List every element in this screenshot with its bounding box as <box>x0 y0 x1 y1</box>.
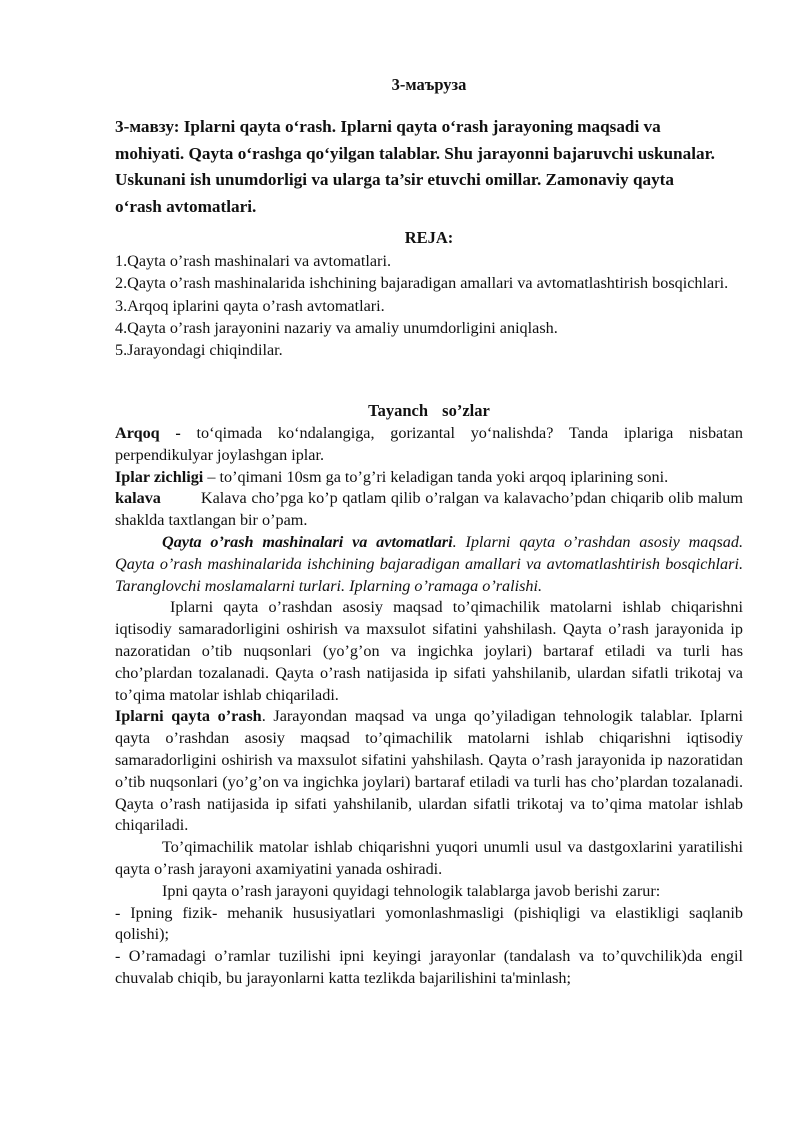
plan-title: REJA: <box>404 228 454 247</box>
paragraph: Ipni qayta o’rash jarayoni quyidagi tehnologik talablarga javob berishi zarur: <box>162 881 661 900</box>
body-text <box>115 423 743 990</box>
paragraph: To’qimachilik matolar ishlab chiqarishni yuqori unumli usul va dastgoxlarini yaratilishi qayta o’rash jarayoni axamiyatini yanada oshiradi. <box>115 838 743 878</box>
keyword-definition: to‘qimada ko‘ndalangiga, gorizantal yo‘nalishda? Tanda iplariga nisbatan perpendikulyar joylashgan iplar. <box>115 424 744 464</box>
plan-item: 5.Jarayondagi chiqindilar. <box>115 341 283 360</box>
plan-item: 3.Arqoq iplarini qayta o’rash avtomatlari. <box>115 296 385 315</box>
section-intro <box>115 532 743 597</box>
topic-text: Iplarni qayta o‘rash. Iplarni qayta o‘rash jarayoning maqsadi va mohiyati. Qayta o‘rashga qo‘yilgan talablar. Shu jarayonni bajaruvchi uskunalar. Uskunani ish unumdorligi va ularga ta’sir etuvchi omillar. Zamonaviy qayta o‘rash avtomatlari. <box>115 117 715 216</box>
lecture-title: 3-маъруза <box>391 75 467 94</box>
keyword-arqoq <box>115 423 743 467</box>
plan-item: 2.Qayta o’rash mashinalarida ishchining bajaradigan amallari va avtomatlashtirish bosqichlari. <box>115 274 729 293</box>
paragraph-rest: . Jarayondan maqsad va unga qo’yiladigan tehnologik talablar. Iplarni qayta o’rashdan asosiy maqsad to’qimachilik matolarni ishlab chiqarishni iqtisodiy samaradorligini oshirish va maxsulot sifatini yahshilash. Qayta o’rash jarayonida ip nazoratidan o’tib nuqsonlari (yo’g’on va ingichka joylari) bartaraf etiladi va turli has cho’plardan tozalanadi. Qayta o’rash natijasida ip sifati yahshilanib, ulardan sifatli trikotaj va to’qima matolar ishlab chiqariladi. <box>115 707 743 835</box>
plan-item: 1.Qayta o’rash mashinalari va avtomatlari. <box>115 252 391 270</box>
keyword-term: kalava <box>115 489 161 508</box>
paragraph-bold: Iplarni qayta o’rash <box>115 707 262 726</box>
topic-heading <box>115 114 725 220</box>
keyword-kalava <box>115 488 743 532</box>
keyword-definition: Kalava cho’pga ko’p qatlam qilib o’ralgan va kalavacho’pdan chiqarib olib malum shaklda taxtlangan bir o’pam. <box>115 489 743 530</box>
keyword-term: Arqoq - <box>115 424 181 442</box>
keyword-term: Iplar zichligi <box>115 467 204 486</box>
paragraph <box>115 706 743 837</box>
plan-item: 4.Qayta o’rash jarayonini nazariy va amaliy unumdorligini aniqlash. <box>115 318 558 337</box>
paragraph: Iplarni qayta o’rashdan asosiy maqsad to’qimachilik matolarni ishlab chiqarishni iqtisodiy samaradorligini oshirish va maxsulot sifatini yahshilash. Qayta o’rash jarayonida ip nazoratidan o’tib nuqsonlari (yo’g’on va ingichka joylari) bartaraf etiladi va turli has cho’plardan tozalanadi. Qayta o’rash natijasida ip sifati yahshilanib, ulardan sifatli trikotaj va to’qima matolar ishlab chiqariladi. <box>115 598 743 704</box>
keywords-title: Tayanch so’zlar <box>368 401 490 420</box>
requirement-item: - O’ramadagi o’ramlar tuzilishi ipni keyingi jarayonlar (tandalash va to’quvchilik)da engil chuvalab chiqib, bu jarayonlarni katta tezlikda bajarilishini ta'minlash; <box>115 947 743 987</box>
section-title: Qayta o’rash mashinalari va avtomatlari <box>162 532 453 551</box>
keyword-zichlik <box>115 467 743 489</box>
plan-list <box>115 250 743 361</box>
section-rest: . Iplarni qayta o’rashdan asosiy maqsad. Qayta o’rash mashinalarida ishchining bajaradigan amallari va avtomatlashtirish bosqichlari. Taranglovchi moslamalarni turlari. Iplarning o’ramaga o’ralishi. <box>115 532 743 595</box>
keyword-definition: – to’qimani 10sm ga to’g’ri keladigan tanda yoki arqoq iplarining soni. <box>203 467 669 486</box>
topic-prefix: 3-мавзу: <box>115 117 180 136</box>
requirement-item: - Ipning fizik- mehanik hususiyatlari yomonlashmasligi (pishiqligi va elastikligi saqlanib qolishi); <box>115 903 743 944</box>
